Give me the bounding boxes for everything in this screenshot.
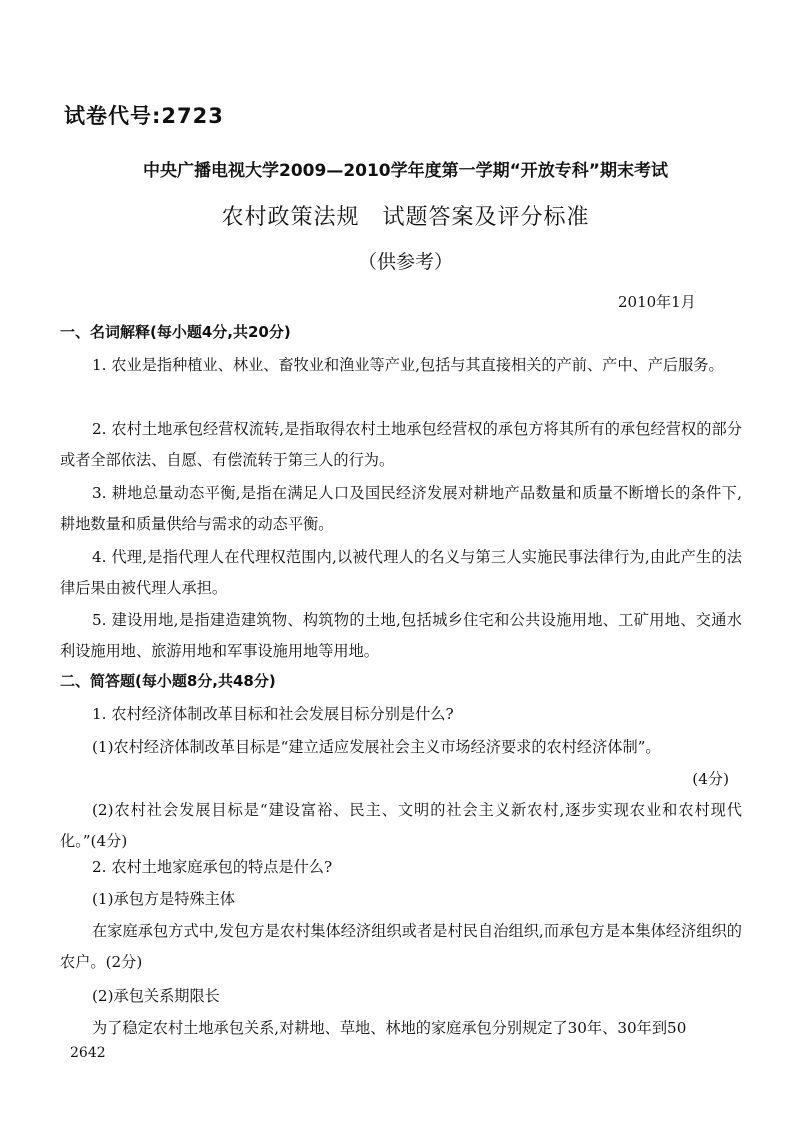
exam-code: 试卷代号:2723 [64,104,224,128]
definition-item: 1. 农业是指种植业、林业、畜牧业和渔业等产业,包括与其直接相关的产前、产中、产后服务。 [92,356,724,374]
definition-item: 2. 农村土地承包经营权流转,是指取得农村土地承包经营权的承包方将其所有的承包经营权的部分或者全部依法、自愿、有偿流转于第三人的行为。 [60,420,742,469]
definition-item: 4. 代理,是指代理人在代理权范围内,以被代理人的名义与第三人实施民事法律行为,由此产生的法律后果由被代理人承担。 [60,548,742,597]
section-1-title: 一、名词解释(每小题4分,共20分) [60,323,291,341]
section-2-title: 二、简答题(每小题8分,共48分) [60,672,276,690]
answer-2-point-2-text: 为了稳定农村土地承包关系,对耕地、草地、林地的家庭承包分别规定了30年、30年到50 [92,1019,687,1037]
score-label: (4分) [692,770,729,788]
answer-1-part-1: (1)农村经济体制改革目标是“建立适应发展社会主义市场经济要求的农村经济体制”。 [92,738,661,756]
answer-2-point-1-text: 在家庭承包方式中,发包方是农村集体经济组织或者是村民自治组织,而承包方是本集体经济组织的农户。(2分) [60,922,742,971]
exam-date: 2010年1月 [618,293,696,311]
definition-item: 5. 建设用地,是指建造建筑物、构筑物的土地,包括城乡住宅和公共设施用地、工矿用地、交通水利设施用地、旅游用地和军事设施用地等用地。 [60,611,742,660]
answer-1-part-2: (2)农村社会发展目标是“建设富裕、民主、文明的社会主义新农村,逐步实现农业和农村现代化。”(4分) [60,801,742,850]
page-number: 2642 [70,1045,106,1061]
definition-item: 3. 耕地总量动态平衡,是指在满足人口及国民经济发展对耕地产品数量和质量不断增长的条件下,耕地数量和质量供给与需求的动态平衡。 [60,484,742,533]
question-1: 1. 农村经济体制改革目标和社会发展目标分别是什么? [92,705,454,723]
exam-title: 中央广播电视大学2009—2010学年度第一学期“开放专科”期末考试 [143,161,668,181]
subject-title: 农村政策法规 试题答案及评分标准 [221,205,590,230]
question-2: 2. 农村土地家庭承包的特点是什么? [92,858,333,876]
reference-note: （供参考） [357,251,453,273]
answer-2-point-1: (1)承包方是特殊主体 [92,890,236,908]
answer-2-point-2: (2)承包关系期限长 [92,987,220,1005]
